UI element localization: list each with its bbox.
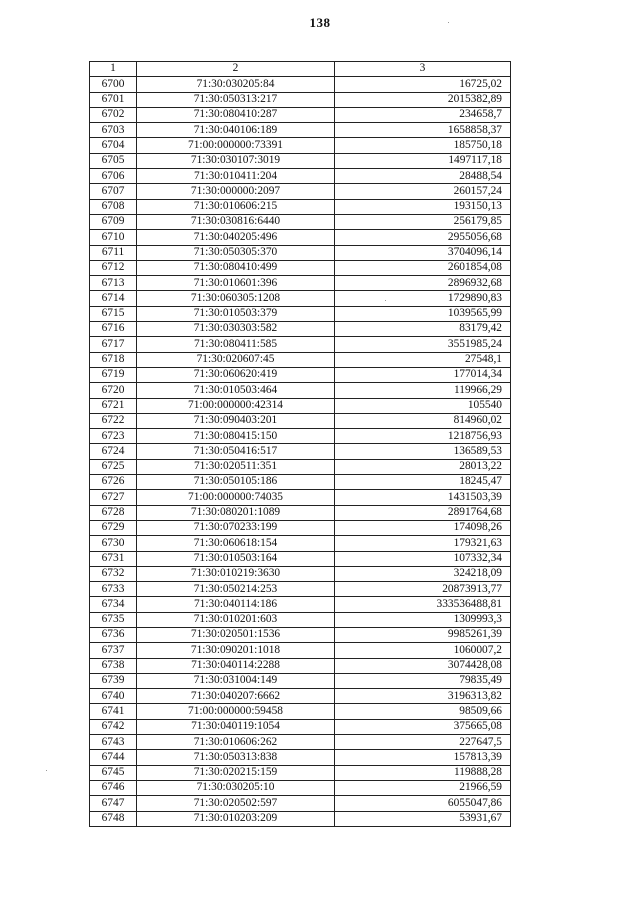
registry-table — [89, 61, 511, 827]
table-row — [90, 291, 511, 306]
cadastral-number-cell: 71:00:000000:74035 — [137, 490, 335, 505]
row-number-cell: 6732 — [90, 566, 137, 581]
row-number-cell: 6739 — [90, 673, 137, 688]
cadastral-number-cell: 71:30:040205:496 — [137, 230, 335, 245]
row-number-cell: 6745 — [90, 765, 137, 780]
value-cell: 16725,02 — [335, 77, 511, 92]
value-cell: 375665,08 — [335, 719, 511, 734]
cadastral-number-cell: 71:30:020502:597 — [137, 796, 335, 811]
value-cell: 179321,63 — [335, 536, 511, 551]
table-row — [90, 107, 511, 122]
cadastral-number-cell: 71:30:040119:1054 — [137, 719, 335, 734]
table-row — [90, 505, 511, 520]
row-number-cell: 6713 — [90, 276, 137, 291]
cadastral-number-cell: 71:30:050313:217 — [137, 92, 335, 107]
row-number-cell: 6710 — [90, 230, 137, 245]
cadastral-number-cell: 71:30:030205:10 — [137, 780, 335, 795]
row-number-cell: 6705 — [90, 153, 137, 168]
value-cell: 28488,54 — [335, 169, 511, 184]
value-cell: 177014,34 — [335, 367, 511, 382]
table-body — [90, 77, 511, 827]
table-row — [90, 306, 511, 321]
row-number-cell: 6746 — [90, 780, 137, 795]
cadastral-number-cell: 71:30:010503:164 — [137, 551, 335, 566]
value-cell: 105540 — [335, 398, 511, 413]
cadastral-number-cell: 71:30:080411:585 — [137, 337, 335, 352]
row-number-cell: 6722 — [90, 413, 137, 428]
table-row — [90, 735, 511, 750]
value-cell: 1039565,99 — [335, 306, 511, 321]
row-number-cell: 6726 — [90, 475, 137, 490]
row-number-cell: 6747 — [90, 796, 137, 811]
table-row — [90, 245, 511, 260]
cadastral-number-cell: 71:30:040114:186 — [137, 597, 335, 612]
row-number-cell: 6723 — [90, 429, 137, 444]
table-header — [90, 62, 511, 77]
table-row — [90, 199, 511, 214]
table-row — [90, 367, 511, 382]
value-cell: 136589,53 — [335, 444, 511, 459]
table-row — [90, 475, 511, 490]
cadastral-number-cell: 71:30:020511:351 — [137, 459, 335, 474]
value-cell: 814960,02 — [335, 413, 511, 428]
cadastral-number-cell: 71:30:000000:2097 — [137, 184, 335, 199]
value-cell: 2955056,68 — [335, 230, 511, 245]
value-cell: 83179,42 — [335, 322, 511, 337]
scan-speck — [448, 22, 449, 23]
table-row — [90, 689, 511, 704]
value-cell: 98509,66 — [335, 704, 511, 719]
value-cell: 324218,09 — [335, 566, 511, 581]
value-cell: 2891764,68 — [335, 505, 511, 520]
value-cell: 260157,24 — [335, 184, 511, 199]
value-cell: 2896932,68 — [335, 276, 511, 291]
table-row — [90, 658, 511, 673]
value-cell: 157813,39 — [335, 750, 511, 765]
table-row — [90, 459, 511, 474]
row-number-cell: 6709 — [90, 214, 137, 229]
table-row — [90, 597, 511, 612]
row-number-cell: 6725 — [90, 459, 137, 474]
table-row — [90, 612, 511, 627]
value-cell: 107332,34 — [335, 551, 511, 566]
value-cell: 174098,26 — [335, 520, 511, 535]
table-row — [90, 673, 511, 688]
value-cell: 234658,7 — [335, 107, 511, 122]
cadastral-number-cell: 71:30:010203:209 — [137, 811, 335, 826]
table-row — [90, 398, 511, 413]
cadastral-number-cell: 71:30:020215:159 — [137, 765, 335, 780]
row-number-cell: 6740 — [90, 689, 137, 704]
table-row — [90, 214, 511, 229]
row-number-cell: 6704 — [90, 138, 137, 153]
table-row — [90, 413, 511, 428]
table-row — [90, 337, 511, 352]
cadastral-number-cell: 71:30:010606:215 — [137, 199, 335, 214]
row-number-cell: 6703 — [90, 123, 137, 138]
value-cell: 3704096,14 — [335, 245, 511, 260]
cadastral-number-cell: 71:30:020501:1536 — [137, 627, 335, 642]
row-number-cell: 6730 — [90, 536, 137, 551]
cadastral-number-cell: 71:30:010219:3630 — [137, 566, 335, 581]
row-number-cell: 6733 — [90, 582, 137, 597]
value-cell: 119888,28 — [335, 765, 511, 780]
row-number-cell: 6743 — [90, 735, 137, 750]
table-row — [90, 582, 511, 597]
row-number-cell: 6741 — [90, 704, 137, 719]
value-cell: 1431503,39 — [335, 490, 511, 505]
value-cell: 1060007,2 — [335, 643, 511, 658]
cadastral-number-cell: 71:30:070233:199 — [137, 520, 335, 535]
table-row — [90, 322, 511, 337]
table-row — [90, 520, 511, 535]
table-row — [90, 627, 511, 642]
row-number-cell: 6712 — [90, 260, 137, 275]
table-row — [90, 536, 511, 551]
cadastral-number-cell: 71:30:020607:45 — [137, 352, 335, 367]
value-cell: 79835,49 — [335, 673, 511, 688]
row-number-cell: 6702 — [90, 107, 137, 122]
row-number-cell: 6738 — [90, 658, 137, 673]
cadastral-number-cell: 71:30:040207:6662 — [137, 689, 335, 704]
cadastral-number-cell: 71:30:030205:84 — [137, 77, 335, 92]
table-row — [90, 719, 511, 734]
table-row — [90, 184, 511, 199]
value-cell: 1658858,37 — [335, 123, 511, 138]
value-cell: 27548,1 — [335, 352, 511, 367]
row-number-cell: 6727 — [90, 490, 137, 505]
cadastral-number-cell: 71:30:080201:1089 — [137, 505, 335, 520]
row-number-cell: 6748 — [90, 811, 137, 826]
value-cell: 53931,67 — [335, 811, 511, 826]
row-number-cell: 6734 — [90, 597, 137, 612]
value-cell: 2015382,89 — [335, 92, 511, 107]
cadastral-number-cell: 71:30:080410:287 — [137, 107, 335, 122]
value-cell: 333536488,81 — [335, 597, 511, 612]
table-row — [90, 276, 511, 291]
table-row — [90, 704, 511, 719]
table-row — [90, 123, 511, 138]
table-row — [90, 383, 511, 398]
value-cell: 227647,5 — [335, 735, 511, 750]
header-row — [90, 62, 511, 77]
header-col-1: 1 — [90, 62, 137, 77]
row-number-cell: 6731 — [90, 551, 137, 566]
table-row — [90, 92, 511, 107]
table-row — [90, 77, 511, 92]
value-cell: 193150,13 — [335, 199, 511, 214]
table-row — [90, 780, 511, 795]
value-cell: 3196313,82 — [335, 689, 511, 704]
table-row — [90, 643, 511, 658]
row-number-cell: 6720 — [90, 383, 137, 398]
table-row — [90, 153, 511, 168]
value-cell: 6055047,86 — [335, 796, 511, 811]
value-cell: 1729890,83 — [335, 291, 511, 306]
table-row — [90, 566, 511, 581]
page-number: 138 — [309, 15, 331, 30]
table-row — [90, 490, 511, 505]
row-number-cell: 6719 — [90, 367, 137, 382]
row-number-cell: 6737 — [90, 643, 137, 658]
row-number-cell: 6721 — [90, 398, 137, 413]
header-col-2: 2 — [137, 62, 335, 77]
cadastral-number-cell: 71:00:000000:42314 — [137, 398, 335, 413]
row-number-cell: 6700 — [90, 77, 137, 92]
row-number-cell: 6717 — [90, 337, 137, 352]
row-number-cell: 6706 — [90, 169, 137, 184]
cadastral-number-cell: 71:30:030303:582 — [137, 322, 335, 337]
cadastral-number-cell: 71:30:010201:603 — [137, 612, 335, 627]
cadastral-number-cell: 71:30:030816:6440 — [137, 214, 335, 229]
cadastral-number-cell: 71:30:050305:370 — [137, 245, 335, 260]
cadastral-number-cell: 71:30:060305:1208 — [137, 291, 335, 306]
table-row — [90, 260, 511, 275]
row-number-cell: 6716 — [90, 322, 137, 337]
value-cell: 28013,22 — [335, 459, 511, 474]
row-number-cell: 6735 — [90, 612, 137, 627]
cadastral-number-cell: 71:30:030107:3019 — [137, 153, 335, 168]
cadastral-number-cell: 71:30:040106:189 — [137, 123, 335, 138]
cadastral-number-cell: 71:00:000000:59458 — [137, 704, 335, 719]
cadastral-number-cell: 71:30:080415:150 — [137, 429, 335, 444]
cadastral-number-cell: 71:30:031004:149 — [137, 673, 335, 688]
value-cell: 21966,59 — [335, 780, 511, 795]
row-number-cell: 6728 — [90, 505, 137, 520]
row-number-cell: 6715 — [90, 306, 137, 321]
value-cell: 185750,18 — [335, 138, 511, 153]
cadastral-number-cell: 71:30:080410:499 — [137, 260, 335, 275]
value-cell: 1497117,18 — [335, 153, 511, 168]
value-cell: 3074428,08 — [335, 658, 511, 673]
value-cell: 119966,29 — [335, 383, 511, 398]
row-number-cell: 6744 — [90, 750, 137, 765]
cadastral-number-cell: 71:30:060618:154 — [137, 536, 335, 551]
scan-speck — [46, 770, 47, 771]
row-number-cell: 6742 — [90, 719, 137, 734]
cadastral-number-cell: 71:30:040114:2288 — [137, 658, 335, 673]
value-cell: 20873913,77 — [335, 582, 511, 597]
table-row — [90, 796, 511, 811]
table-row — [90, 169, 511, 184]
row-number-cell: 6708 — [90, 199, 137, 214]
cadastral-number-cell: 71:30:010503:464 — [137, 383, 335, 398]
table-row — [90, 765, 511, 780]
table-row — [90, 352, 511, 367]
row-number-cell: 6701 — [90, 92, 137, 107]
table-row — [90, 551, 511, 566]
cadastral-number-cell: 71:30:010503:379 — [137, 306, 335, 321]
cadastral-number-cell: 71:30:010606:262 — [137, 735, 335, 750]
row-number-cell: 6729 — [90, 520, 137, 535]
row-number-cell: 6711 — [90, 245, 137, 260]
row-number-cell: 6714 — [90, 291, 137, 306]
table-row — [90, 444, 511, 459]
cadastral-number-cell: 71:30:050313:838 — [137, 750, 335, 765]
table-row — [90, 811, 511, 826]
row-number-cell: 6724 — [90, 444, 137, 459]
cadastral-number-cell: 71:30:010411:204 — [137, 169, 335, 184]
header-col-3: 3 — [335, 62, 511, 77]
cadastral-number-cell: 71:30:050105:186 — [137, 475, 335, 490]
row-number-cell: 6736 — [90, 627, 137, 642]
row-number-cell: 6718 — [90, 352, 137, 367]
cadastral-number-cell: 71:30:090201:1018 — [137, 643, 335, 658]
cadastral-number-cell: 71:30:060620:419 — [137, 367, 335, 382]
value-cell: 18245,47 — [335, 475, 511, 490]
row-number-cell: 6707 — [90, 184, 137, 199]
cadastral-number-cell: 71:30:050214:253 — [137, 582, 335, 597]
cadastral-number-cell: 71:30:090403:201 — [137, 413, 335, 428]
value-cell: 1309993,3 — [335, 612, 511, 627]
value-cell: 9985261,39 — [335, 627, 511, 642]
table-row — [90, 429, 511, 444]
cadastral-number-cell: 71:30:010601:396 — [137, 276, 335, 291]
value-cell: 256179,85 — [335, 214, 511, 229]
table-row — [90, 750, 511, 765]
value-cell: 2601854,08 — [335, 260, 511, 275]
value-cell: 1218756,93 — [335, 429, 511, 444]
cadastral-number-cell: 71:00:000000:73391 — [137, 138, 335, 153]
value-cell: 3551985,24 — [335, 337, 511, 352]
cadastral-number-cell: 71:30:050416:517 — [137, 444, 335, 459]
table-row — [90, 138, 511, 153]
table-row — [90, 230, 511, 245]
